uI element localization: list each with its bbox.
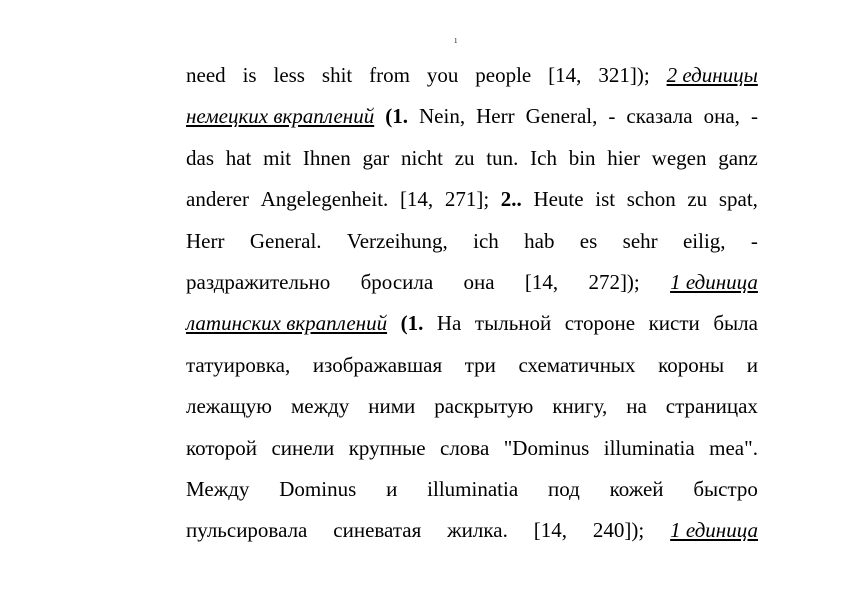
page-number: 1 [454, 37, 458, 45]
word: [14, [548, 63, 582, 87]
word: gar [362, 145, 390, 170]
word: раскрытую [434, 394, 534, 419]
word: (1. [385, 104, 408, 129]
word: синеватая [333, 518, 422, 543]
word: 240]); [592, 518, 645, 543]
text-line [186, 58, 758, 99]
word: Nein, [419, 104, 466, 129]
word: слова [440, 435, 490, 460]
word: illuminatia [603, 435, 695, 460]
word: from [369, 63, 410, 87]
word: hab [524, 228, 555, 253]
word: is [242, 63, 257, 87]
word: schon [626, 187, 676, 212]
word: General. [249, 228, 322, 253]
word: раздражительно [186, 269, 331, 294]
word: tun. [486, 145, 519, 170]
word: people [475, 63, 532, 87]
word: Herr [186, 228, 225, 253]
word: General, [525, 104, 598, 129]
word: пульсировала [186, 518, 308, 543]
word: "Dominus [503, 435, 590, 460]
word: татуировка, [186, 352, 291, 377]
text-line [186, 224, 758, 265]
word: sehr [622, 228, 658, 253]
word: bin [568, 145, 596, 170]
word: mea". [709, 435, 758, 460]
word: Ihnen [302, 145, 351, 170]
word: hat [225, 145, 252, 170]
text-line [186, 348, 758, 389]
underlined-term: немецких вкраплений [186, 104, 375, 129]
word: лежащую [186, 394, 272, 419]
word: На [436, 311, 462, 336]
word: три [464, 352, 496, 377]
word: das [186, 145, 214, 170]
word: shit [321, 63, 353, 87]
word: (1. [400, 311, 424, 336]
word: кожей [609, 476, 664, 501]
word: [14, [399, 187, 434, 212]
word: eilig, [682, 228, 726, 253]
underlined-term: 2 единицы [666, 63, 758, 87]
text-line [186, 306, 758, 347]
word: крупные [348, 435, 426, 460]
word: illuminatia [427, 476, 519, 501]
word: ними [368, 394, 416, 419]
word: синели [271, 435, 335, 460]
word: между [290, 394, 350, 419]
word: жилка. [447, 518, 508, 543]
text-line [186, 141, 758, 182]
word: nicht [401, 145, 443, 170]
text-line [186, 182, 758, 223]
word: сказала [626, 104, 693, 129]
word: на [626, 394, 647, 419]
word: Angelegenheit. [260, 187, 389, 212]
text-line [186, 472, 758, 513]
word: wegen [651, 145, 707, 170]
word: - [750, 228, 758, 253]
text-line [186, 389, 758, 430]
word: схематичных [518, 352, 636, 377]
word: стороне [564, 311, 636, 336]
word: you [426, 63, 459, 87]
word: 2.. [500, 187, 522, 212]
word: которой [186, 435, 257, 460]
word: под [547, 476, 580, 501]
word: es [579, 228, 598, 253]
underlined-term: 1 единица [670, 518, 758, 543]
word: книгу, [552, 394, 608, 419]
word: zu [687, 187, 708, 212]
word: была [713, 311, 758, 336]
word: она [463, 269, 495, 294]
underlined-term: латинских вкраплений [186, 311, 388, 336]
body-text [186, 58, 758, 555]
word: быстро [693, 476, 758, 501]
word: 321]); [598, 63, 650, 87]
word: mit [263, 145, 292, 170]
word: Dominus [279, 476, 357, 501]
word: Herr [476, 104, 515, 129]
word: - [608, 104, 616, 129]
text-line [186, 99, 758, 140]
text-line [186, 431, 758, 472]
word: бросила [360, 269, 434, 294]
word: zu [454, 145, 475, 170]
text-line [186, 513, 758, 554]
word: и [746, 352, 758, 377]
word: [14, [524, 269, 559, 294]
word: тыльной [474, 311, 552, 336]
word: [14, [533, 518, 567, 543]
word: ist [595, 187, 616, 212]
word: ich [473, 228, 499, 253]
word: она, [703, 104, 740, 129]
word: need [186, 63, 226, 87]
word: Между [186, 476, 250, 501]
word: Verzeihung, [346, 228, 448, 253]
word: и [386, 476, 398, 501]
word: Heute [533, 187, 584, 212]
word: страницах [665, 394, 758, 419]
underlined-term: 1 единица [670, 269, 758, 294]
word: Ich [530, 145, 557, 170]
text-line [186, 265, 758, 306]
word: 271]; [444, 187, 490, 212]
word: короны [658, 352, 725, 377]
word: изображавшая [312, 352, 443, 377]
word: less [273, 63, 305, 87]
word: anderer [186, 187, 249, 212]
word: кисти [648, 311, 700, 336]
word: ganz [718, 145, 758, 170]
word: hier [607, 145, 640, 170]
word: spat, [718, 187, 758, 212]
word: - [750, 104, 758, 129]
word: 272]); [588, 269, 640, 294]
